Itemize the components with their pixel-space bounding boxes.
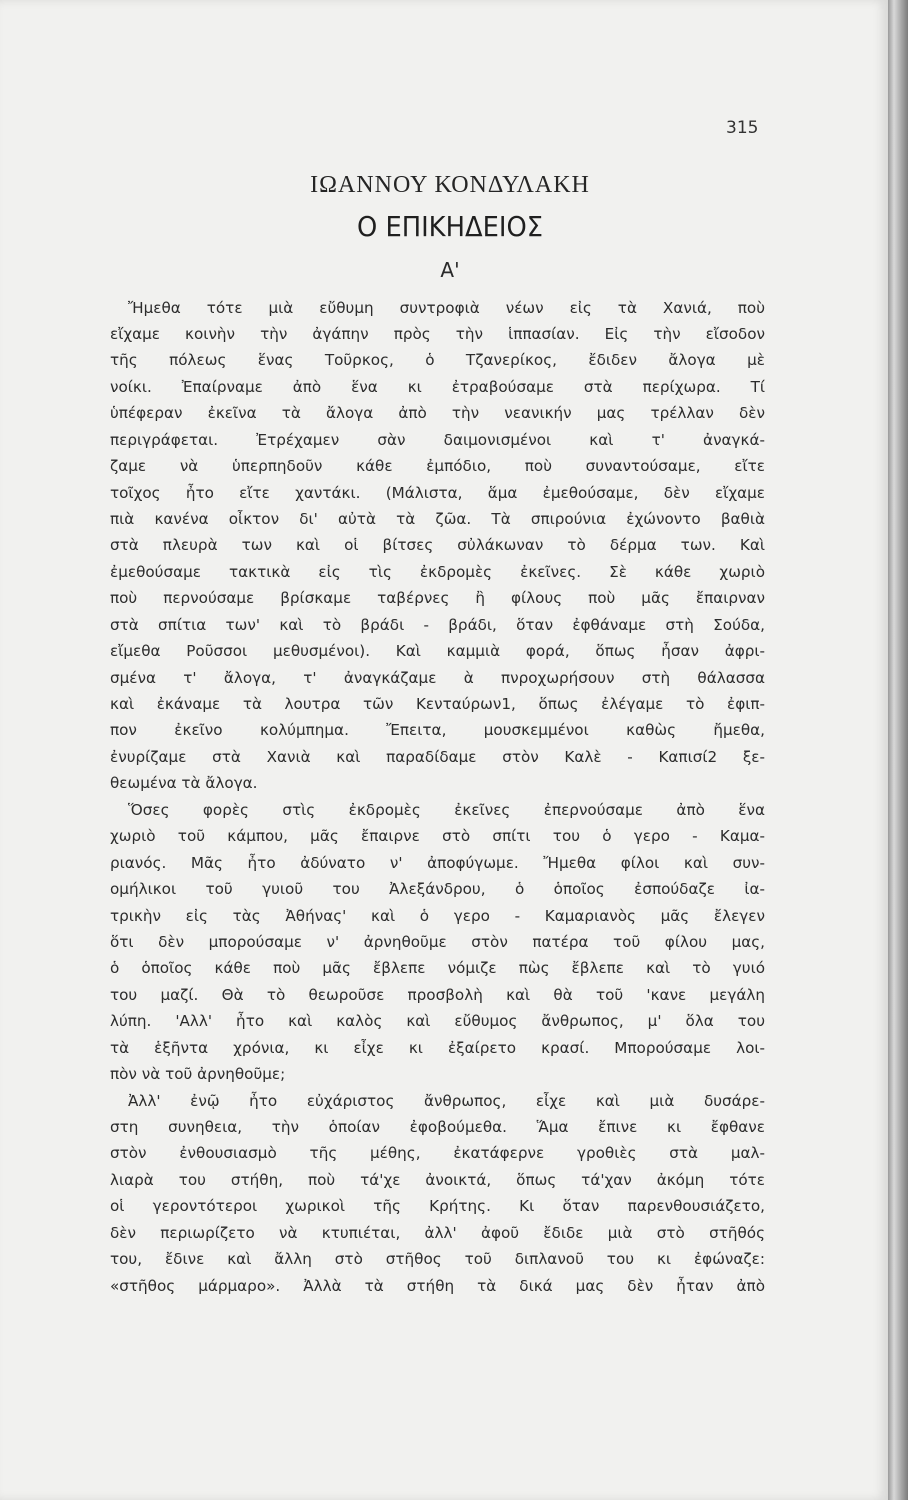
text-line: νοίκι. Ἐπαίρναμε ἀπὸ ἕνα κι ἐτραβούσαμε στὰ περίχωρα. Τί [110,378,765,396]
text-line: ὑπέφεραν ἐκεῖνα τὰ ἄλογα ἀπὸ τὴν νεανικήν μας τρέλλαν δὲν [110,404,765,422]
text-line: τὰ ἑξῆντα χρόνια, κι εἶχε κι ἐξαίρετο κρασί. Μπορούσαμε λοι- [110,1039,765,1057]
text-line: Ἀλλ' ἐνῷ ἦτο εὐχάριστος ἄνθρωπος, εἶχε καὶ μιὰ δυσάρε- [128,1092,765,1110]
text-line: Ὅσες φορὲς στὶς ἐκδρομὲς ἐκεῖνες ἐπερνούσαμε ἀπὸ ἕνα [128,801,765,819]
text-line: ριανός. Μᾶς ἦτο ἀδύνατο ν' ἀποφύγωμε. Ἤμεθα φίλοι καὶ συν- [110,854,765,872]
text-line: χωριὸ τοῦ κάμπου, μᾶς ἔπαιρνε στὸ σπίτι του ὁ γερο - Καμα- [110,827,765,845]
text-line: του, ἔδινε καὶ ἄλλη στὸ στῆθος τοῦ διπλανοῦ του κι ἐφώναζε: [110,1250,765,1268]
text-line: καὶ ἐκάναμε τὰ λουτρα τῶν Κενταύρων1, ὅπως ἐλέγαμε τὸ ἐφιπ- [110,695,765,713]
page-edge-shadow [888,0,908,1500]
text-line: «στῆθος μάρμαρο». Ἀλλὰ τὰ στήθη τὰ δικά μας δὲν ἦταν ἀπὸ [110,1277,765,1295]
text-line: τῆς πόλεως ἕνας Τοῦρκος, ὁ Τζανερίκος, ἔδιδεν ἄλογα μὲ [110,351,765,369]
text-line: εἴμεθα Ροῦσσοι μεθυσμένοι). Καὶ καμμιὰ φορά, ὅπως ἦσαν ἀφρι- [110,642,765,660]
text-line: στη συνηθεια, τὴν ὁποίαν ἐφοβούμεθα. Ἅμα ἔπινε κι ἔφθανε [110,1118,765,1136]
text-line: ἐνυρίζαμε στὰ Χανιὰ καὶ παραδίδαμε στὸν Καλὲ - Καπισί2 ξε- [110,748,765,766]
text-line: περιγράφεται. Ἐτρέχαμεν σὰν δαιμονισμένοι καὶ τ' ἀναγκά- [110,431,765,449]
text-line: εἴχαμε κοινὴν τὴν ἀγάπην πρὸς τὴν ἱππασίαν. Εἰς τὴν εἴσοδον [110,325,765,343]
text-line: δὲν περιωρίζετο νὰ κτυπιέται, ἀλλ' ἀφοῦ ἔδιδε μιὰ στὸ στῆθός [110,1224,765,1242]
text-line: στὰ σπίτια των' καὶ τὸ βράδι - βράδι, ὅταν ἐφθάναμε στὴ Σούδα, [110,616,765,634]
text-line: λιαρὰ του στήθη, ποὺ τά'χε ἀνοικτά, ὅπως τά'χαν ἀκόμη τότε [110,1171,765,1189]
author-heading: ΙΩΑΝΝΟΥ ΚΟΝΔΥΛΑΚΗ [310,172,590,198]
text-line: Ἤμεθα τότε μιὰ εὔθυμη συντροφιὰ νέων εἰς τὰ Χανιά, ποὺ [128,299,765,317]
text-line: ποὺ περνούσαμε βρίσκαμε ταβέρνες ἢ φίλους ποὺ μᾶς ἔπαιρναν [110,589,765,607]
text-line: στὰ πλευρὰ των καὶ οἱ βίτσες σὐλάκωναν τὸ δέρμα των. Καὶ [110,536,765,554]
page-title: Ο ΕΠΙΚΗΔΕΙΟΣ [356,210,544,243]
text-line: πὸν νὰ τοῦ ἀρνηθοῦμε; [110,1065,286,1083]
text-line: πον ἐκεῖνο κολύμπημα. Ἔπειτα, μουσκεμμένοι καθὼς ἤμεθα, [110,721,765,739]
text-line: οἱ γεροντότεροι χωρικοὶ τῆς Κρήτης. Κι ὅταν παρενθουσιάζετο, [110,1197,765,1215]
text-line: λύπη. 'Αλλ' ἦτο καὶ καλὸς καὶ εὔθυμος ἄνθρωπος, μ' ὅλα του [110,1012,765,1030]
text-line: ἐμεθούσαμε τακτικὰ εἰς τὶς ἐκδρομὲς ἐκεῖνες. Σὲ κάθε χωριὸ [110,563,765,581]
text-line: τρικὴν εἰς τὰς Ἀθήνας' καὶ ὁ γερο - Καμαριανὸς μᾶς ἔλεγεν [110,907,765,925]
text-line: ζαμε νὰ ὑπερπηδοῦν κάθε ἐμπόδιο, ποὺ συναντούσαμε, εἴτε [110,457,765,475]
text-line: πιὰ κανένα οἶκτον δι' αὐτὰ τὰ ζῶα. Τὰ σπιρούνια ἐχώνοντο βαθιὰ [110,510,765,528]
text-line: στὸν ἐνθουσιασμὸ τῆς μέθης, ἐκατάφερνε γροθιὲς στὰ μαλ- [110,1144,765,1162]
text-line: σμένα τ' ἄλογα, τ' ἀναγκάζαμε ὰ πνροχωρήσουν στὴ θάλασσα [110,669,765,687]
text-line: του μαζί. Θὰ τὸ θεωροῦσε προσβολὴ καὶ θὰ τοῦ 'κανε μεγάλη [110,986,765,1004]
text-line: ομήλικοι τοῦ γυιοῦ του Ἀλεξάνδρου, ὁ ὁποῖος ἐσπούδαζε ἰα- [110,880,765,898]
page-number: 315 [726,118,759,138]
text-line: τοῖχος ἦτο εἴτε χαντάκι. (Μάλιστα, ἅμα ἐμεθούσαμε, δὲν εἴχαμε [110,484,765,502]
text-line: ὅτι δὲν μπορούσαμε ν' ἀρνηθοῦμε στὸν πατέρα τοῦ φίλου μας, [110,933,765,951]
text-line: ὁ ὁποῖος κάθε ποὺ μᾶς ἔβλεπε νόμιζε πὼς ἔβλεπε καὶ τὸ γυιό [110,959,765,977]
section-marker: Α' [440,258,460,282]
text-line: θεωμένα τὰ ἄλογα. [110,774,258,792]
